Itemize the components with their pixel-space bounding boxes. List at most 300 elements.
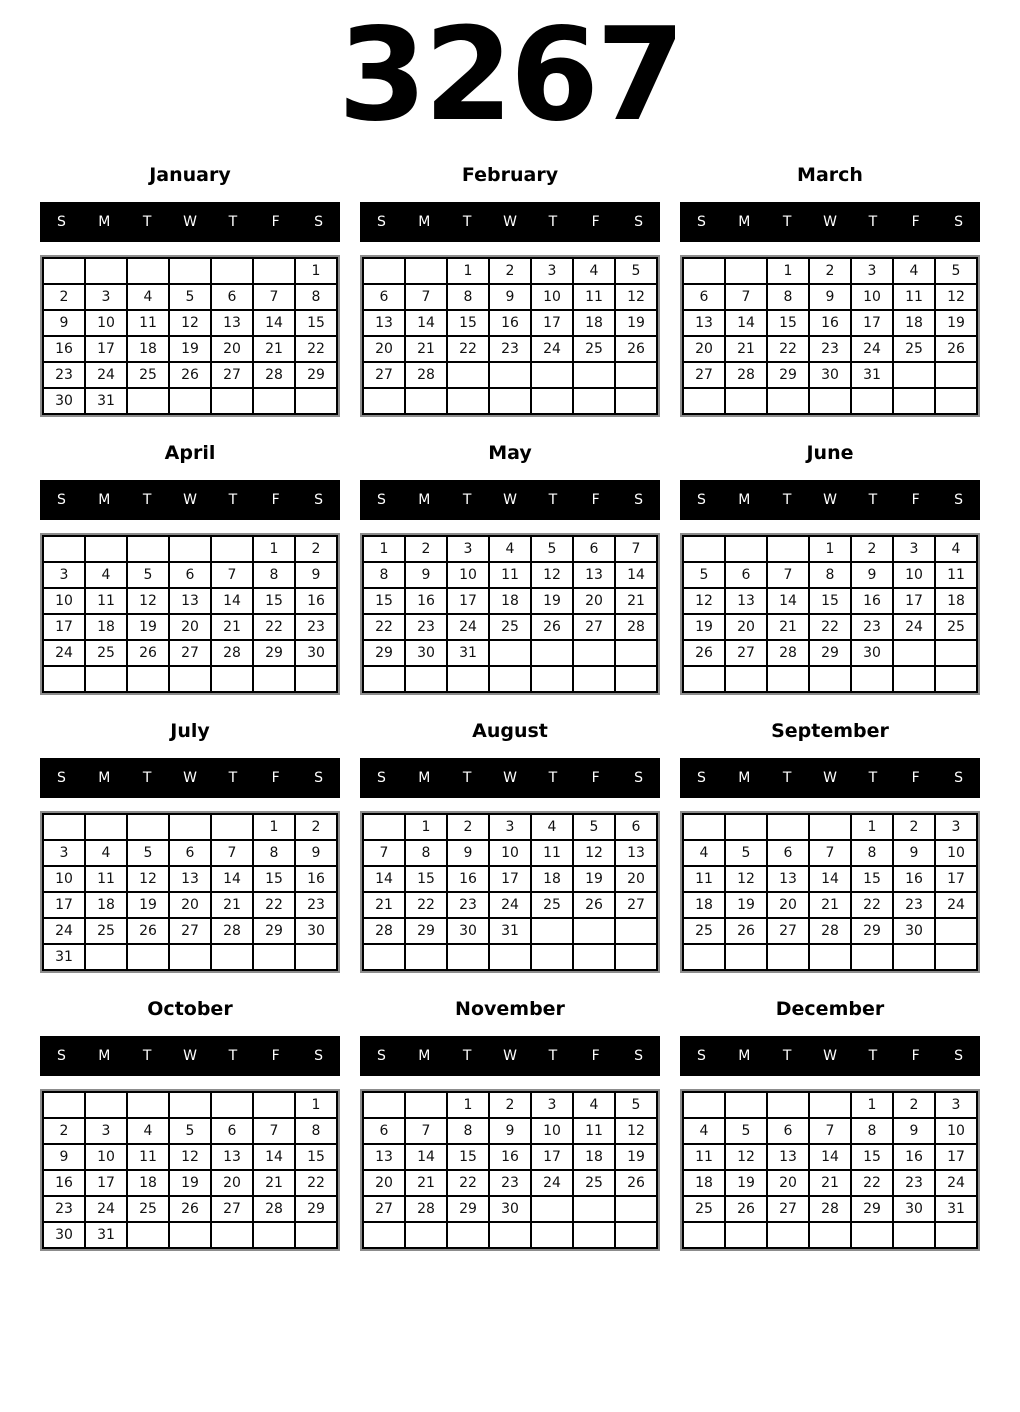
day-cell[interactable]: 15 [405, 866, 447, 892]
day-cell[interactable]: 26 [169, 362, 211, 388]
day-cell[interactable]: 2 [447, 814, 489, 840]
day-cell[interactable]: 3 [447, 536, 489, 562]
day-cell[interactable]: 10 [447, 562, 489, 588]
day-cell[interactable]: 28 [211, 918, 253, 944]
day-cell[interactable]: 5 [615, 1092, 657, 1118]
day-cell[interactable]: 15 [295, 1144, 337, 1170]
day-cell[interactable]: 15 [253, 866, 295, 892]
day-cell[interactable]: 23 [43, 1196, 85, 1222]
day-cell[interactable]: 5 [169, 284, 211, 310]
day-cell[interactable]: 2 [809, 258, 851, 284]
day-cell[interactable]: 8 [253, 562, 295, 588]
day-cell[interactable]: 5 [169, 1118, 211, 1144]
day-cell[interactable]: 20 [211, 1170, 253, 1196]
day-cell[interactable]: 18 [127, 1170, 169, 1196]
day-cell[interactable]: 22 [295, 336, 337, 362]
day-cell[interactable]: 24 [531, 336, 573, 362]
day-cell[interactable]: 8 [295, 284, 337, 310]
day-cell[interactable]: 9 [405, 562, 447, 588]
day-cell[interactable]: 26 [531, 614, 573, 640]
day-cell[interactable]: 15 [295, 310, 337, 336]
day-cell[interactable]: 19 [169, 1170, 211, 1196]
day-cell[interactable]: 4 [573, 258, 615, 284]
day-cell[interactable]: 14 [809, 1144, 851, 1170]
day-cell[interactable]: 24 [893, 614, 935, 640]
day-cell[interactable]: 11 [893, 284, 935, 310]
day-cell[interactable]: 1 [851, 1092, 893, 1118]
day-cell[interactable]: 13 [615, 840, 657, 866]
day-cell[interactable]: 9 [43, 310, 85, 336]
day-cell[interactable]: 7 [767, 562, 809, 588]
day-cell[interactable]: 11 [127, 310, 169, 336]
day-cell[interactable]: 27 [211, 362, 253, 388]
day-cell[interactable]: 17 [43, 614, 85, 640]
day-cell[interactable]: 5 [935, 258, 977, 284]
day-cell[interactable]: 16 [43, 336, 85, 362]
day-cell[interactable]: 14 [725, 310, 767, 336]
day-cell[interactable]: 5 [725, 1118, 767, 1144]
day-cell[interactable]: 18 [85, 892, 127, 918]
day-cell[interactable]: 25 [531, 892, 573, 918]
day-cell[interactable]: 1 [295, 1092, 337, 1118]
day-cell[interactable]: 2 [893, 1092, 935, 1118]
day-cell[interactable]: 3 [851, 258, 893, 284]
day-cell[interactable]: 6 [767, 1118, 809, 1144]
day-cell[interactable]: 2 [295, 814, 337, 840]
day-cell[interactable]: 19 [169, 336, 211, 362]
day-cell[interactable]: 10 [893, 562, 935, 588]
day-cell[interactable]: 30 [295, 918, 337, 944]
day-cell[interactable]: 22 [253, 892, 295, 918]
day-cell[interactable]: 28 [405, 362, 447, 388]
day-cell[interactable]: 26 [935, 336, 977, 362]
day-cell[interactable]: 13 [767, 866, 809, 892]
day-cell[interactable]: 26 [615, 336, 657, 362]
day-cell[interactable]: 24 [531, 1170, 573, 1196]
day-cell[interactable]: 22 [447, 1170, 489, 1196]
day-cell[interactable]: 17 [851, 310, 893, 336]
day-cell[interactable]: 25 [683, 918, 725, 944]
day-cell[interactable]: 6 [573, 536, 615, 562]
day-cell[interactable]: 10 [851, 284, 893, 310]
day-cell[interactable]: 1 [253, 536, 295, 562]
day-cell[interactable]: 19 [573, 866, 615, 892]
day-cell[interactable]: 21 [363, 892, 405, 918]
day-cell[interactable]: 29 [253, 918, 295, 944]
day-cell[interactable]: 20 [767, 1170, 809, 1196]
day-cell[interactable]: 10 [43, 588, 85, 614]
day-cell[interactable]: 25 [85, 918, 127, 944]
day-cell[interactable]: 3 [43, 562, 85, 588]
day-cell[interactable]: 12 [683, 588, 725, 614]
day-cell[interactable]: 21 [253, 336, 295, 362]
day-cell[interactable]: 22 [767, 336, 809, 362]
day-cell[interactable]: 21 [809, 1170, 851, 1196]
day-cell[interactable]: 17 [489, 866, 531, 892]
day-cell[interactable]: 15 [253, 588, 295, 614]
day-cell[interactable]: 14 [809, 866, 851, 892]
day-cell[interactable]: 28 [615, 614, 657, 640]
day-cell[interactable]: 19 [725, 1170, 767, 1196]
day-cell[interactable]: 28 [767, 640, 809, 666]
day-cell[interactable]: 18 [531, 866, 573, 892]
day-cell[interactable]: 23 [489, 336, 531, 362]
day-cell[interactable]: 20 [363, 336, 405, 362]
day-cell[interactable]: 31 [489, 918, 531, 944]
day-cell[interactable]: 24 [43, 640, 85, 666]
day-cell[interactable]: 9 [489, 284, 531, 310]
day-cell[interactable]: 18 [935, 588, 977, 614]
day-cell[interactable]: 16 [405, 588, 447, 614]
day-cell[interactable]: 19 [615, 1144, 657, 1170]
day-cell[interactable]: 16 [489, 1144, 531, 1170]
day-cell[interactable]: 11 [573, 1118, 615, 1144]
day-cell[interactable]: 13 [683, 310, 725, 336]
day-cell[interactable]: 12 [127, 588, 169, 614]
day-cell[interactable]: 24 [85, 362, 127, 388]
day-cell[interactable]: 22 [363, 614, 405, 640]
day-cell[interactable]: 21 [725, 336, 767, 362]
day-cell[interactable]: 27 [767, 1196, 809, 1222]
day-cell[interactable]: 8 [447, 284, 489, 310]
day-cell[interactable]: 30 [43, 388, 85, 414]
day-cell[interactable]: 6 [767, 840, 809, 866]
day-cell[interactable]: 26 [725, 1196, 767, 1222]
day-cell[interactable]: 9 [851, 562, 893, 588]
day-cell[interactable]: 1 [363, 536, 405, 562]
day-cell[interactable]: 18 [573, 310, 615, 336]
day-cell[interactable]: 5 [615, 258, 657, 284]
day-cell[interactable]: 12 [725, 866, 767, 892]
day-cell[interactable]: 17 [43, 892, 85, 918]
day-cell[interactable]: 5 [127, 840, 169, 866]
day-cell[interactable]: 26 [725, 918, 767, 944]
day-cell[interactable]: 18 [893, 310, 935, 336]
day-cell[interactable]: 27 [363, 362, 405, 388]
day-cell[interactable]: 3 [531, 258, 573, 284]
day-cell[interactable]: 8 [405, 840, 447, 866]
day-cell[interactable]: 16 [851, 588, 893, 614]
day-cell[interactable]: 14 [405, 1144, 447, 1170]
day-cell[interactable]: 3 [85, 284, 127, 310]
day-cell[interactable]: 9 [893, 840, 935, 866]
day-cell[interactable]: 4 [893, 258, 935, 284]
day-cell[interactable]: 6 [169, 562, 211, 588]
day-cell[interactable]: 18 [489, 588, 531, 614]
day-cell[interactable]: 17 [447, 588, 489, 614]
day-cell[interactable]: 19 [127, 892, 169, 918]
day-cell[interactable]: 20 [683, 336, 725, 362]
day-cell[interactable]: 7 [809, 840, 851, 866]
day-cell[interactable]: 28 [809, 1196, 851, 1222]
day-cell[interactable]: 16 [43, 1170, 85, 1196]
day-cell[interactable]: 15 [363, 588, 405, 614]
day-cell[interactable]: 9 [43, 1144, 85, 1170]
day-cell[interactable]: 21 [211, 892, 253, 918]
day-cell[interactable]: 13 [211, 1144, 253, 1170]
day-cell[interactable]: 12 [169, 1144, 211, 1170]
day-cell[interactable]: 18 [683, 892, 725, 918]
day-cell[interactable]: 5 [127, 562, 169, 588]
day-cell[interactable]: 23 [43, 362, 85, 388]
day-cell[interactable]: 15 [447, 310, 489, 336]
day-cell[interactable]: 1 [767, 258, 809, 284]
day-cell[interactable]: 11 [85, 588, 127, 614]
day-cell[interactable]: 20 [573, 588, 615, 614]
day-cell[interactable]: 8 [767, 284, 809, 310]
day-cell[interactable]: 14 [211, 588, 253, 614]
day-cell[interactable]: 29 [295, 1196, 337, 1222]
day-cell[interactable]: 13 [169, 866, 211, 892]
day-cell[interactable]: 10 [489, 840, 531, 866]
day-cell[interactable]: 30 [489, 1196, 531, 1222]
day-cell[interactable]: 31 [935, 1196, 977, 1222]
day-cell[interactable]: 2 [43, 284, 85, 310]
day-cell[interactable]: 3 [893, 536, 935, 562]
day-cell[interactable]: 31 [447, 640, 489, 666]
day-cell[interactable]: 15 [851, 1144, 893, 1170]
day-cell[interactable]: 23 [489, 1170, 531, 1196]
day-cell[interactable]: 7 [363, 840, 405, 866]
day-cell[interactable]: 6 [683, 284, 725, 310]
day-cell[interactable]: 27 [725, 640, 767, 666]
day-cell[interactable]: 1 [447, 1092, 489, 1118]
day-cell[interactable]: 13 [725, 588, 767, 614]
day-cell[interactable]: 26 [573, 892, 615, 918]
day-cell[interactable]: 29 [295, 362, 337, 388]
day-cell[interactable]: 30 [405, 640, 447, 666]
day-cell[interactable]: 4 [683, 1118, 725, 1144]
day-cell[interactable]: 17 [935, 866, 977, 892]
day-cell[interactable]: 28 [725, 362, 767, 388]
day-cell[interactable]: 9 [447, 840, 489, 866]
day-cell[interactable]: 7 [211, 562, 253, 588]
day-cell[interactable]: 5 [573, 814, 615, 840]
day-cell[interactable]: 29 [809, 640, 851, 666]
day-cell[interactable]: 19 [531, 588, 573, 614]
day-cell[interactable]: 3 [935, 1092, 977, 1118]
day-cell[interactable]: 10 [85, 310, 127, 336]
day-cell[interactable]: 29 [447, 1196, 489, 1222]
day-cell[interactable]: 3 [43, 840, 85, 866]
day-cell[interactable]: 11 [683, 1144, 725, 1170]
day-cell[interactable]: 2 [489, 1092, 531, 1118]
day-cell[interactable]: 11 [573, 284, 615, 310]
day-cell[interactable]: 21 [253, 1170, 295, 1196]
day-cell[interactable]: 27 [767, 918, 809, 944]
day-cell[interactable]: 4 [683, 840, 725, 866]
day-cell[interactable]: 31 [851, 362, 893, 388]
day-cell[interactable]: 25 [573, 1170, 615, 1196]
day-cell[interactable]: 23 [295, 614, 337, 640]
day-cell[interactable]: 20 [211, 336, 253, 362]
day-cell[interactable]: 2 [893, 814, 935, 840]
day-cell[interactable]: 1 [405, 814, 447, 840]
day-cell[interactable]: 24 [447, 614, 489, 640]
day-cell[interactable]: 30 [851, 640, 893, 666]
day-cell[interactable]: 11 [85, 866, 127, 892]
day-cell[interactable]: 1 [295, 258, 337, 284]
day-cell[interactable]: 13 [169, 588, 211, 614]
day-cell[interactable]: 28 [253, 362, 295, 388]
day-cell[interactable]: 9 [893, 1118, 935, 1144]
day-cell[interactable]: 8 [295, 1118, 337, 1144]
day-cell[interactable]: 25 [85, 640, 127, 666]
day-cell[interactable]: 30 [809, 362, 851, 388]
day-cell[interactable]: 16 [893, 866, 935, 892]
day-cell[interactable]: 23 [893, 892, 935, 918]
day-cell[interactable]: 10 [935, 840, 977, 866]
day-cell[interactable]: 21 [405, 336, 447, 362]
day-cell[interactable]: 25 [893, 336, 935, 362]
day-cell[interactable]: 19 [725, 892, 767, 918]
day-cell[interactable]: 21 [767, 614, 809, 640]
day-cell[interactable]: 14 [363, 866, 405, 892]
day-cell[interactable]: 4 [85, 840, 127, 866]
day-cell[interactable]: 3 [85, 1118, 127, 1144]
day-cell[interactable]: 27 [363, 1196, 405, 1222]
day-cell[interactable]: 3 [531, 1092, 573, 1118]
day-cell[interactable]: 24 [85, 1196, 127, 1222]
day-cell[interactable]: 27 [615, 892, 657, 918]
day-cell[interactable]: 17 [85, 336, 127, 362]
day-cell[interactable]: 29 [767, 362, 809, 388]
day-cell[interactable]: 12 [615, 1118, 657, 1144]
day-cell[interactable]: 5 [531, 536, 573, 562]
day-cell[interactable]: 8 [809, 562, 851, 588]
day-cell[interactable]: 25 [127, 362, 169, 388]
day-cell[interactable]: 15 [851, 866, 893, 892]
day-cell[interactable]: 9 [489, 1118, 531, 1144]
day-cell[interactable]: 7 [253, 284, 295, 310]
day-cell[interactable]: 25 [683, 1196, 725, 1222]
day-cell[interactable]: 29 [851, 1196, 893, 1222]
day-cell[interactable]: 7 [211, 840, 253, 866]
day-cell[interactable]: 23 [447, 892, 489, 918]
day-cell[interactable]: 29 [253, 640, 295, 666]
day-cell[interactable]: 25 [127, 1196, 169, 1222]
day-cell[interactable]: 16 [447, 866, 489, 892]
day-cell[interactable]: 22 [295, 1170, 337, 1196]
day-cell[interactable]: 9 [295, 562, 337, 588]
day-cell[interactable]: 8 [363, 562, 405, 588]
day-cell[interactable]: 15 [809, 588, 851, 614]
day-cell[interactable]: 24 [851, 336, 893, 362]
day-cell[interactable]: 15 [767, 310, 809, 336]
day-cell[interactable]: 12 [935, 284, 977, 310]
day-cell[interactable]: 23 [893, 1170, 935, 1196]
day-cell[interactable]: 14 [253, 310, 295, 336]
day-cell[interactable]: 4 [531, 814, 573, 840]
day-cell[interactable]: 19 [683, 614, 725, 640]
day-cell[interactable]: 3 [489, 814, 531, 840]
day-cell[interactable]: 7 [253, 1118, 295, 1144]
day-cell[interactable]: 8 [253, 840, 295, 866]
day-cell[interactable]: 16 [295, 866, 337, 892]
day-cell[interactable]: 11 [127, 1144, 169, 1170]
day-cell[interactable]: 6 [211, 1118, 253, 1144]
day-cell[interactable]: 8 [851, 840, 893, 866]
day-cell[interactable]: 1 [253, 814, 295, 840]
day-cell[interactable]: 17 [531, 1144, 573, 1170]
day-cell[interactable]: 24 [43, 918, 85, 944]
day-cell[interactable]: 6 [725, 562, 767, 588]
day-cell[interactable]: 28 [253, 1196, 295, 1222]
day-cell[interactable]: 22 [851, 892, 893, 918]
day-cell[interactable]: 3 [935, 814, 977, 840]
day-cell[interactable]: 26 [169, 1196, 211, 1222]
day-cell[interactable]: 12 [127, 866, 169, 892]
day-cell[interactable]: 28 [211, 640, 253, 666]
day-cell[interactable]: 18 [683, 1170, 725, 1196]
day-cell[interactable]: 18 [573, 1144, 615, 1170]
day-cell[interactable]: 26 [127, 640, 169, 666]
day-cell[interactable]: 19 [615, 310, 657, 336]
day-cell[interactable]: 7 [405, 1118, 447, 1144]
day-cell[interactable]: 13 [363, 1144, 405, 1170]
day-cell[interactable]: 22 [405, 892, 447, 918]
day-cell[interactable]: 27 [683, 362, 725, 388]
day-cell[interactable]: 10 [531, 1118, 573, 1144]
day-cell[interactable]: 14 [211, 866, 253, 892]
day-cell[interactable]: 4 [127, 284, 169, 310]
day-cell[interactable]: 27 [169, 918, 211, 944]
day-cell[interactable]: 20 [767, 892, 809, 918]
day-cell[interactable]: 31 [85, 388, 127, 414]
day-cell[interactable]: 26 [127, 918, 169, 944]
day-cell[interactable]: 28 [405, 1196, 447, 1222]
day-cell[interactable]: 16 [893, 1144, 935, 1170]
day-cell[interactable]: 31 [85, 1222, 127, 1248]
day-cell[interactable]: 4 [489, 536, 531, 562]
day-cell[interactable]: 8 [851, 1118, 893, 1144]
day-cell[interactable]: 11 [935, 562, 977, 588]
day-cell[interactable]: 1 [851, 814, 893, 840]
day-cell[interactable]: 30 [295, 640, 337, 666]
day-cell[interactable]: 17 [531, 310, 573, 336]
day-cell[interactable]: 21 [809, 892, 851, 918]
day-cell[interactable]: 20 [169, 892, 211, 918]
day-cell[interactable]: 2 [43, 1118, 85, 1144]
day-cell[interactable]: 23 [851, 614, 893, 640]
day-cell[interactable]: 20 [615, 866, 657, 892]
day-cell[interactable]: 30 [43, 1222, 85, 1248]
day-cell[interactable]: 12 [615, 284, 657, 310]
day-cell[interactable]: 13 [363, 310, 405, 336]
day-cell[interactable]: 6 [169, 840, 211, 866]
day-cell[interactable]: 23 [809, 336, 851, 362]
day-cell[interactable]: 5 [725, 840, 767, 866]
day-cell[interactable]: 9 [295, 840, 337, 866]
day-cell[interactable]: 2 [405, 536, 447, 562]
day-cell[interactable]: 6 [211, 284, 253, 310]
day-cell[interactable]: 7 [725, 284, 767, 310]
day-cell[interactable]: 21 [211, 614, 253, 640]
day-cell[interactable]: 13 [211, 310, 253, 336]
day-cell[interactable]: 20 [363, 1170, 405, 1196]
day-cell[interactable]: 14 [405, 310, 447, 336]
day-cell[interactable]: 17 [85, 1170, 127, 1196]
day-cell[interactable]: 1 [447, 258, 489, 284]
day-cell[interactable]: 11 [683, 866, 725, 892]
day-cell[interactable]: 18 [85, 614, 127, 640]
day-cell[interactable]: 11 [489, 562, 531, 588]
day-cell[interactable]: 20 [169, 614, 211, 640]
day-cell[interactable]: 24 [935, 1170, 977, 1196]
day-cell[interactable]: 22 [447, 336, 489, 362]
day-cell[interactable]: 30 [893, 1196, 935, 1222]
day-cell[interactable]: 12 [573, 840, 615, 866]
